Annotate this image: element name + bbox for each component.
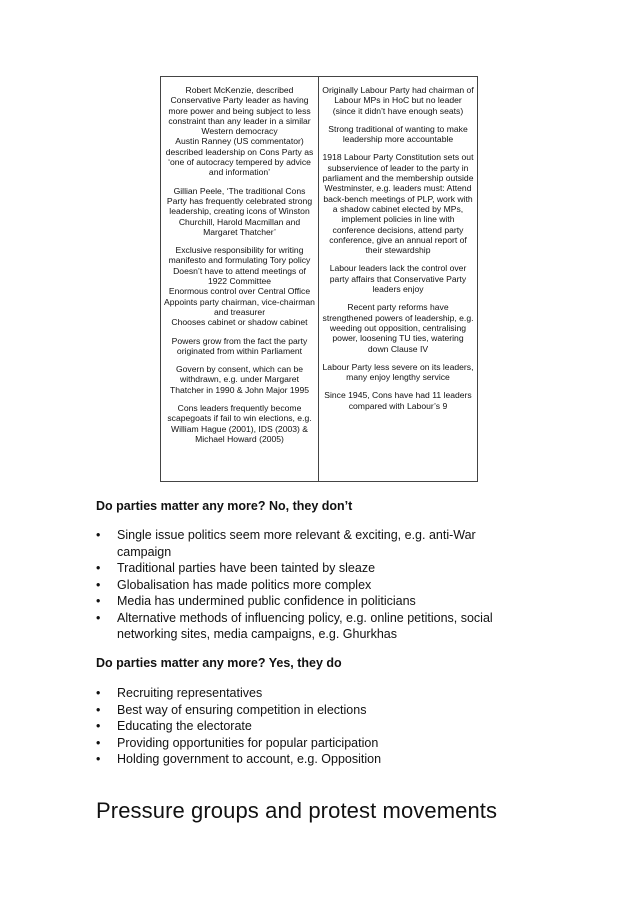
list-item (96, 751, 516, 768)
conservative-column (161, 77, 319, 481)
table-cell: Labour Party less severe on its leaders, many enjoy lengthy service (322, 361, 474, 383)
table-cell: Since 1945, Cons have had 11 leaders compared with Labour’s 9 (324, 390, 472, 411)
bullet-icon: • (96, 686, 101, 700)
table-cell: Austin Ranney (US commentator) described leadership on Cons Party as ‘one of autocracy tempered by advice and information’ (165, 136, 314, 178)
list-item-text: Traditional parties have been tainted by sleaze (117, 561, 376, 575)
table-cell: Powers grow from the fact the party originated from within Parliament (171, 335, 308, 356)
list-item (96, 527, 516, 560)
table-cell: Strong traditional of wanting to make leadership more accountable (328, 123, 468, 145)
table-cell: Doesn’t have to attend meetings of 1922 Committee (173, 265, 306, 287)
table-cell: Cons leaders frequently become scapegoats if fail to win elections, e.g. William Hague (2001), IDS (2003) & Michael Howard (2005) (167, 403, 312, 444)
table-cell: Originally Labour Party had chairman of Labour MPs in HoC but no leader (since it didn’t have enough seats) (322, 85, 474, 116)
table-cell: Robert McKenzie, described Conservative Party leader as having more power and being subject to less constraint than any leader in a similar Western democracy (168, 85, 311, 137)
no-section-heading: Do parties matter any more? No, they don’t (96, 499, 353, 513)
list-item (96, 593, 516, 610)
list-item-text: Media has undermined public confidence in politicians (117, 594, 416, 608)
table-cell: Enormous control over Central Office (168, 286, 311, 297)
table-cell: Govern by consent, which can be withdrawn, e.g. under Margaret Thatcher in 1990 & John Major 1995 (169, 364, 310, 395)
list-item-text: Educating the electorate (117, 719, 252, 733)
list-item-text: Best way of ensuring competition in elections (117, 702, 367, 717)
list-item-text: Single issue politics seem more relevant & exciting, e.g. anti-War campaign (117, 528, 476, 559)
table-cell: Westminster, e.g. leaders must: Attend back-bench meetings of PLP, work with a shadow cabinet elected by MPs, implement policies in line with conference decisions, attend party conference, give an annual report of their stewardship (323, 183, 473, 256)
bullet-icon: • (96, 594, 101, 608)
list-item (96, 718, 516, 735)
bullet-icon: • (96, 577, 101, 592)
list-item-text: Globalisation has made politics more complex (117, 577, 372, 592)
yes-section-heading: Do parties matter any more? Yes, they do (96, 656, 342, 670)
table-cell: Recent party reforms have strengthened powers of leadership, e.g. weeding out opposition, centralising power, loosening TU ties, watering down Clause IV (322, 302, 474, 354)
yes-section-list (96, 685, 516, 768)
table-cell: Gillian Peele, ‘The traditional Cons Party has frequently celebrated strong leadership, creating icons of Winston Churchill, Harold Macmillan and Margaret Thatcher’ (166, 185, 313, 237)
bullet-icon: • (96, 610, 101, 625)
list-item (96, 577, 516, 594)
bullet-icon: • (96, 561, 101, 575)
list-item (96, 610, 516, 643)
list-item-text: Holding government to account, e.g. Opposition (117, 752, 382, 766)
bullet-icon: • (96, 702, 101, 717)
list-item-text: Recruiting representatives (117, 686, 263, 700)
table-cell: Exclusive responsibility for writing manifesto and formulating Tory policy (168, 245, 311, 266)
list-item (96, 735, 516, 752)
list-item (96, 560, 516, 577)
bullet-icon: • (96, 752, 101, 766)
section-title: Pressure groups and protest movements (96, 798, 498, 823)
list-item-text: Providing opportunities for popular participation (117, 735, 379, 750)
no-section-list (96, 527, 516, 643)
table-cell: 1918 Labour Party Constitution sets out subservience of leader to the party in parliament and the membership outside (322, 152, 474, 184)
bullet-icon: • (96, 528, 101, 542)
table-cell: Chooses cabinet or shadow cabinet (171, 317, 308, 328)
comparison-table (160, 76, 478, 482)
list-item (96, 702, 516, 719)
labour-column (319, 77, 477, 481)
list-item (96, 685, 516, 702)
table-cell: Appoints party chairman, vice-chairman and treasurer (164, 296, 315, 317)
table-cell: Labour leaders lack the control over party affairs that Conservative Party leaders enjoy (329, 263, 467, 295)
list-item-text: Alternative methods of influencing policy, e.g. online petitions, social networking sites, media campaigns, e.g. Ghurkhas (117, 610, 493, 641)
bullet-icon: • (96, 735, 101, 750)
bullet-icon: • (96, 719, 101, 733)
